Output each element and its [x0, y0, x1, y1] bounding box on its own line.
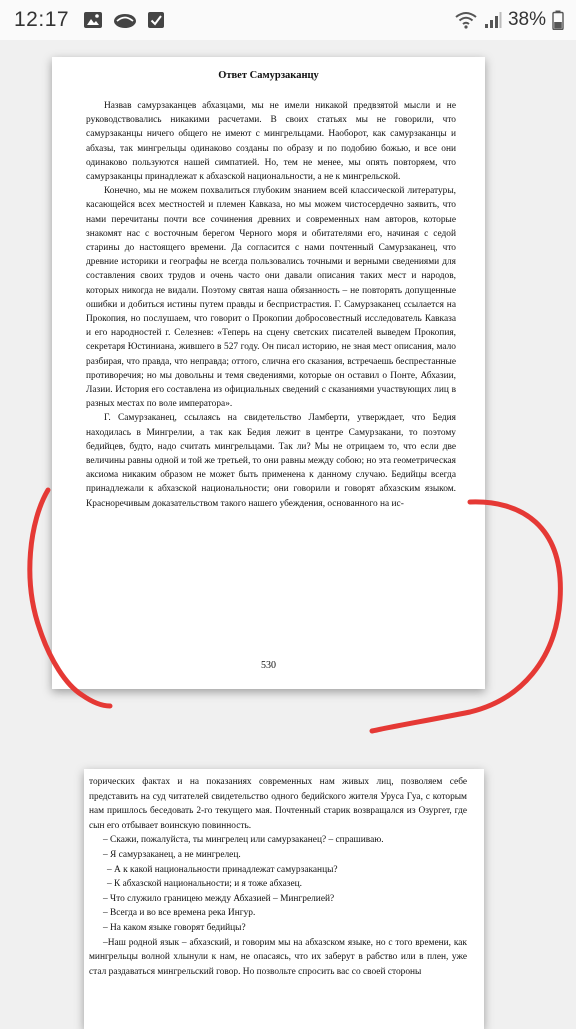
document-page-next: [84, 769, 484, 1029]
signal-icon: [484, 11, 502, 29]
paragraph: Назвав самурзаканцев абхазцами, мы не имели никакой предвзятой мысли и не руководствовались никакими расчетами. В своих статьях мы не говорили, что самурзаканцы ничего общего не имеют с мингрельцами. Наоборот, как самурзаканцы и абхазы, так мингрельцы одинаково созданы по образу и по подобию божью, и все они одинаково пользуются нашей симпатией. Но, тем не менее, мы опять повторяем, что самурзаканцы принадлежат к абхазской национальности, а не к мингрельской.: [86, 101, 456, 183]
notification-icons: [83, 11, 165, 29]
dialogue-line: – Скажи, пожалуйста, ты мингрелец или самурзаканец? – спрашиваю.: [103, 835, 384, 846]
dialogue-line: торических фактах и на показаниях современных нам живых лиц, позволяем себе представить на суд читателей свидетельство одного бедийского жителя Уруса Гуа, с которым нам пришлось беседовать 2-го текущего мая. Почтенный старик возвращался из Озургет, где сын его отбывает воинскую повинность.: [89, 777, 467, 831]
system-icons: [454, 0, 564, 40]
document-page-530: [52, 57, 485, 689]
page-body: [86, 99, 456, 511]
battery-icon: [552, 10, 564, 30]
paragraph: Г. Самурзаканец, ссылаясь на свидетельство Ламберти, утверждает, что Бедия находилась в Мингрелии, а так как Бедия лежит в центре Самурзакани, то поэтому бедийцев, будто, надо считать мингрельцами. Так ли? Мы не отрицаем то, что если две величины равны одной и той же третьей, то они равны между собою; но эта геометрическая аксиома никаким образом не может быть применена к данному случаю. Бедийцы всегда принадлежали к абхазской национальности; они говорили и говорят абхазским языком. Красноречивым доказательством такого нашего убеждения, основанного на ис-: [86, 413, 456, 509]
paragraph: Конечно, мы не можем похвалиться глубоким знанием всей классической литературы, касающейся всех местностей и племен Кавказа, но мы можем чистосердечно заявить, что нами перечитаны почти все сочинения древних и современных нам авторов, которые знакомят нас с восточным берегом Черного моря и обитателями его, начиная с седой старины до настоящего времени. Да согласится с нами почтенный Самурзаканец, что древние историки и географы не всегда пользовались точными и верными сведениями для составления своих трудов и очень часто они давали описания таких мест и народов, которых никогда не видали. Поэтому святая наша обязанность – не повторять допущенные ошибки и добиться истины путем правды и беспристрастия. Г. Самурзаканец ссылается на Прокопия, но послушаем, что говорит о Прокопии добросовестный исследователь Кавказа и его народностей г. Селезнев: «Теперь на сцену светских писателей выведем Прокопия, секретаря Юстиниана, жившего в 527 году. Он писал историю, не зная мест описания, мало разбирая, что правда, что неправда; оттого, слична его сказания, встречаешь беспрестанные противоречия; но мы довольны и темя сведениями, которые он оставил о Понте, Абхазии, Лазии. История его составлена из официальных сведений с сказаниями участвующих лиц в разных местах по воле императора».: [86, 186, 456, 410]
wifi-icon: [454, 11, 478, 29]
status-bar: [0, 0, 576, 40]
dialogue-line: – К абхазской национальности; и я тоже абхазец.: [107, 879, 303, 890]
page-title: Ответ Самурзаканцу: [218, 70, 319, 81]
check-box-icon: [147, 11, 165, 29]
page-number: 530: [261, 660, 276, 671]
dialogue-line: – Я самурзаканец, а не мингрелец.: [103, 849, 241, 860]
dialogue-line: –Наш родной язык – абхазский, и говорим мы на абхазском языке, но с того времени, как мингрельцы волной хлынули к нам, не опасаясь, что их заберут в рабство или в плен, уже стал раздаваться мингрельский говор. Но позвольте спросить вас со своей стороны: [89, 937, 467, 977]
cloud-icon: [113, 11, 137, 29]
dialogue-line: – Что служило границею между Абхазией – Мингрелией?: [103, 893, 335, 904]
image-icon: [83, 11, 103, 29]
dialogue-line: – На каком языке говорят бедийцы?: [103, 922, 246, 933]
dialogue-line: – А к какой национальности принадлежат самурзаканцы?: [107, 864, 338, 875]
status-time: 12:17: [14, 8, 70, 31]
battery-percent: 38%: [507, 9, 546, 30]
dialogue-line: – Всегда и во все времена река Ингур.: [103, 908, 256, 919]
page-body: [89, 775, 467, 979]
